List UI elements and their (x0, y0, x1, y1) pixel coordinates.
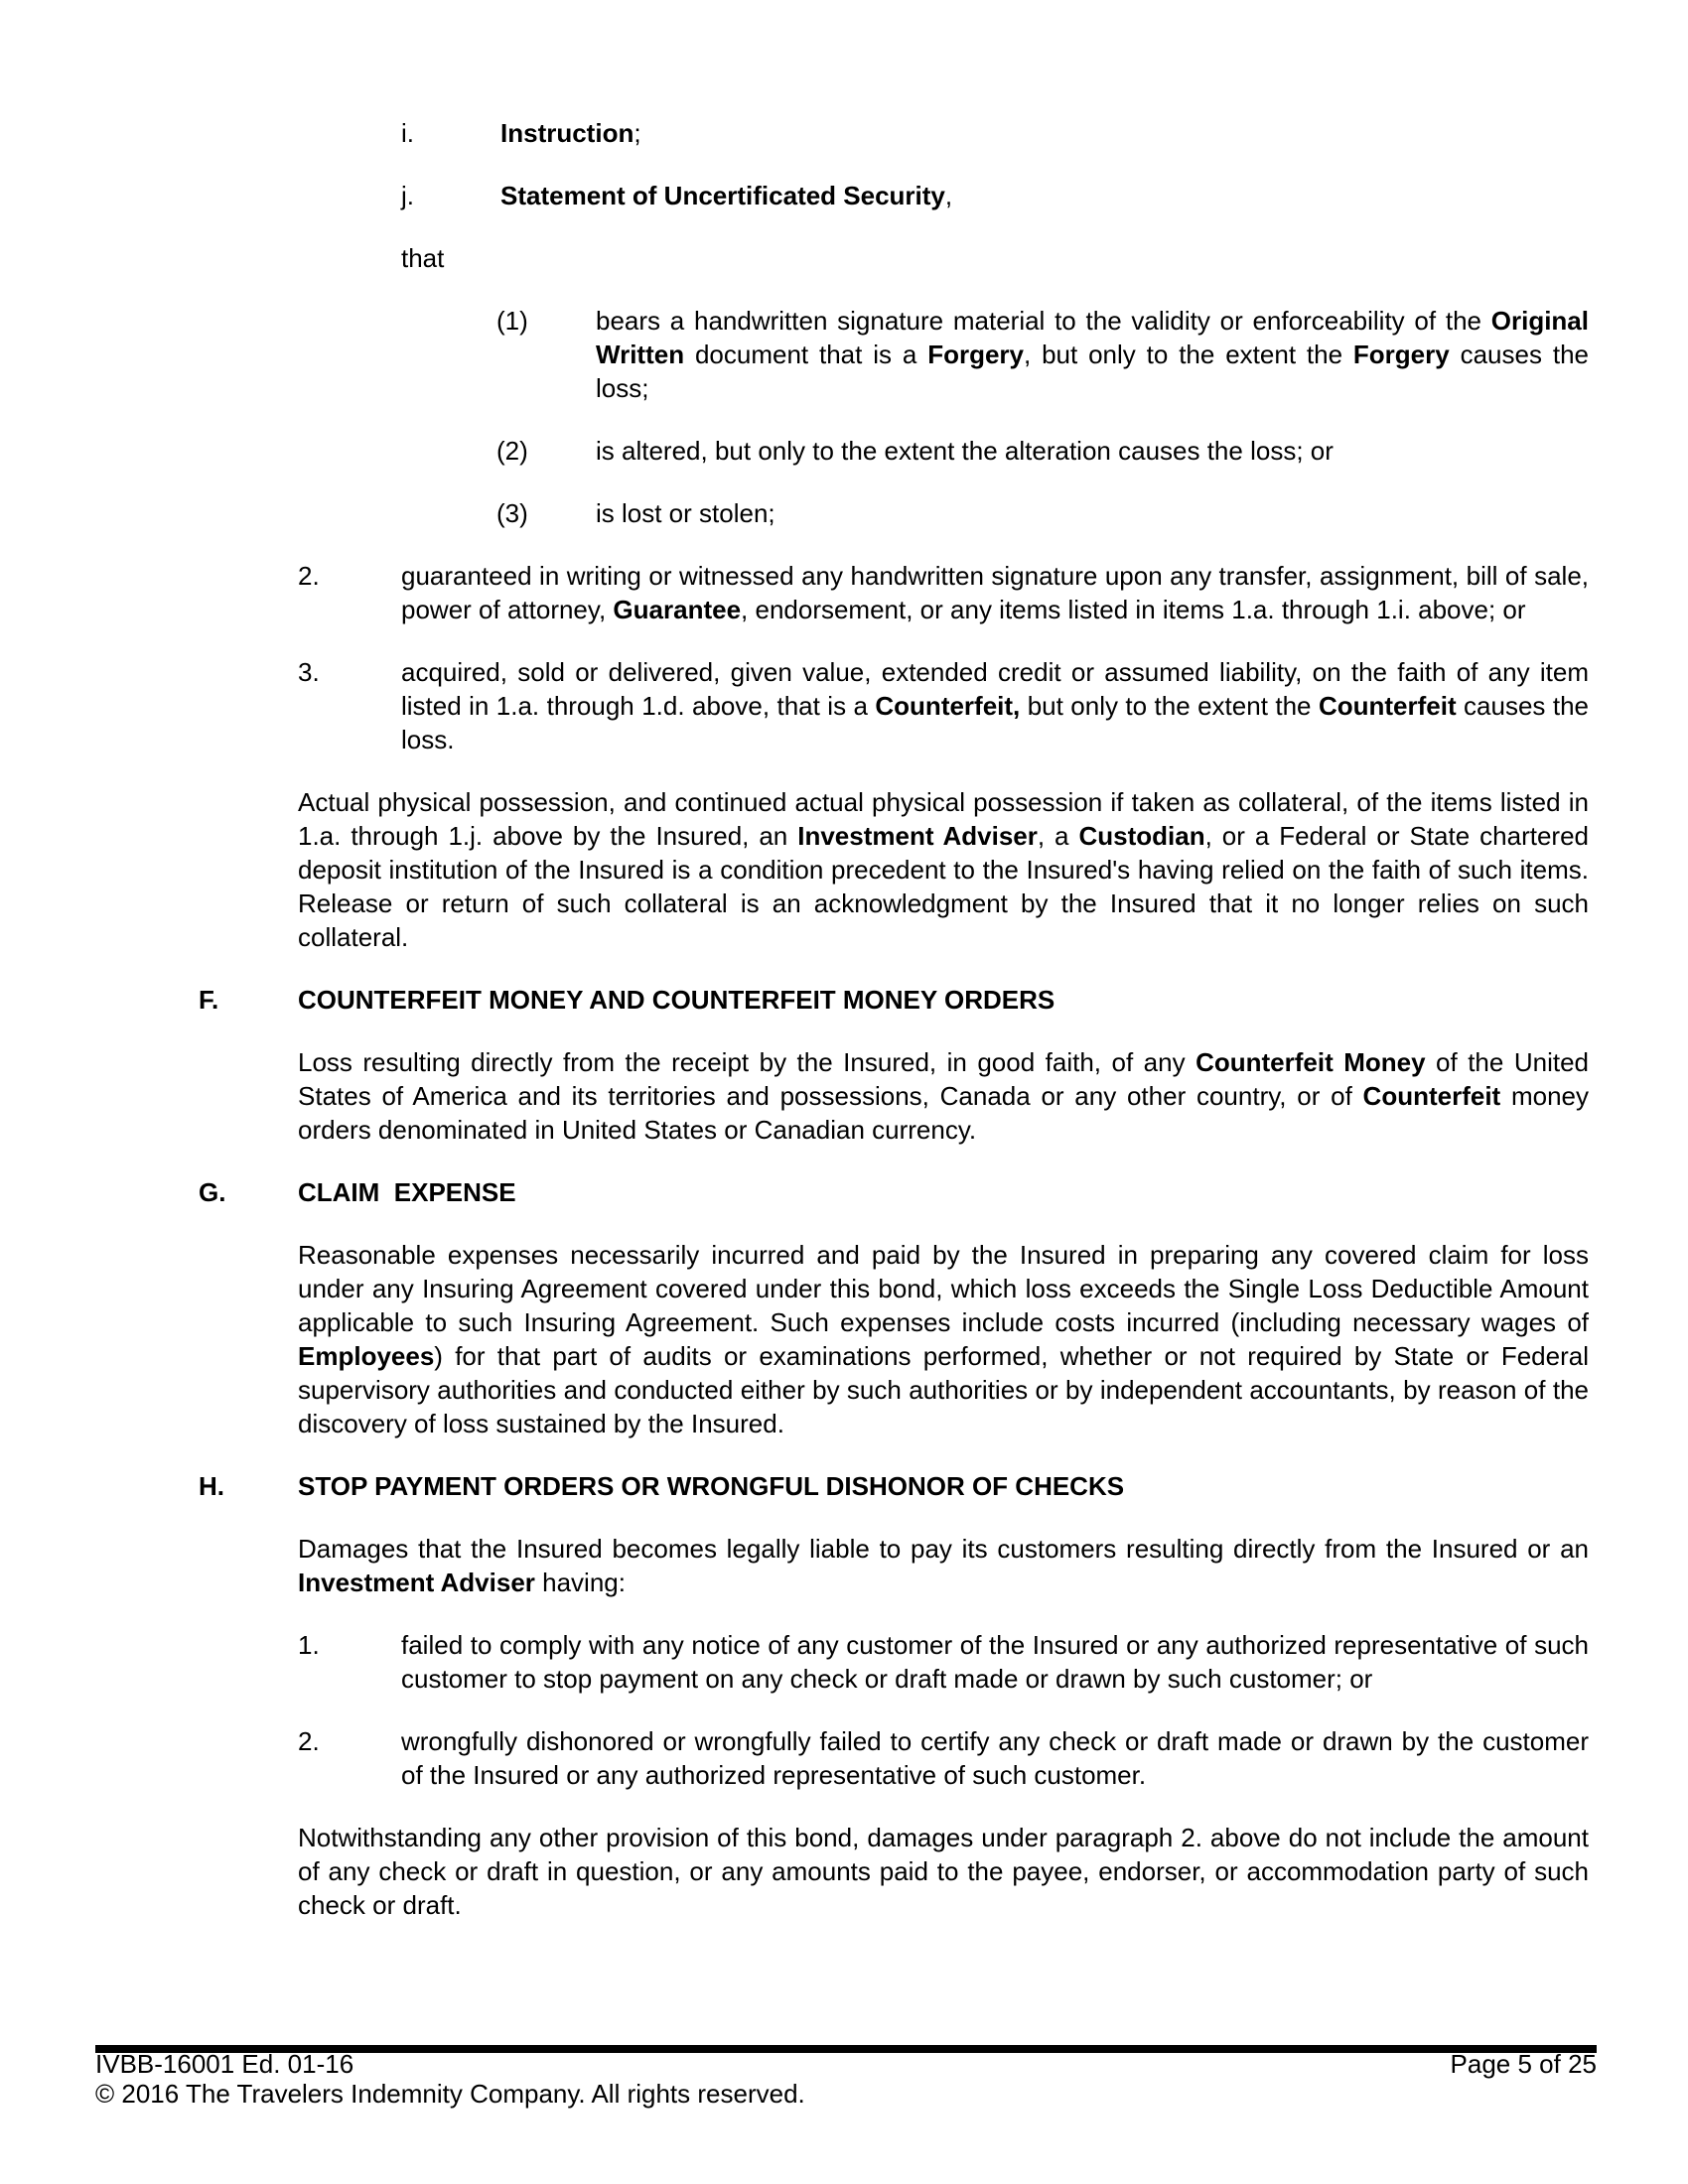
list-item (0, 116, 1589, 150)
text-run: Employees (298, 1341, 435, 1371)
list-marker: (1) (496, 306, 528, 336)
list-marker: 1. (298, 1630, 320, 1660)
list-item (0, 496, 1589, 530)
text-run: , (944, 181, 953, 210)
text-run: Guarantee (613, 595, 742, 624)
text-run: Counterfeit, (875, 691, 1021, 721)
text-run: that (401, 243, 445, 273)
text-run: ; (633, 118, 641, 148)
text-run: Instruction (500, 118, 634, 148)
section-letter: H. (199, 1471, 224, 1501)
text-run: , a (1037, 821, 1079, 851)
list-marker: 2. (298, 1726, 320, 1756)
text-run: Investment Adviser (797, 821, 1038, 851)
text-run: Notwithstanding any other provision of this bond, damages under paragraph 2. above do not include the amount of any check or draft in question, or any amounts paid to the payee, endorser, or accommodation party of such check or draft. (298, 1823, 1589, 1920)
section-letter: F. (199, 985, 219, 1015)
text-run: Reasonable expenses necessarily incurred and paid by the Insured in preparing any covered claim for loss under any Insuring Agreement covered under this bond, which loss exceeds the Single Loss Deductible Amount applicable to such Insuring Agreement. Such expenses include costs incurred (including necessary wages of (298, 1240, 1589, 1337)
paragraph (0, 785, 1589, 954)
text-run: bears a handwritten signature material to the validity or enforceability of the (596, 306, 1491, 336)
text-run: of the United States of America and its territories and possessions, Canada or any other country, or of (298, 1047, 1589, 1111)
text-run: causes the loss. (401, 691, 1589, 754)
list-item (0, 179, 1589, 212)
text-run: causes the loss; (596, 340, 1589, 403)
list-item (0, 304, 1589, 405)
text-run: Damages that the Insured becomes legally liable to pay its customers resulting directly from the Insured or an (298, 1534, 1589, 1564)
text-run: Forgery (927, 340, 1024, 369)
document-content (0, 116, 1589, 1951)
text-run: Investment Adviser (298, 1568, 535, 1597)
paragraph (0, 1532, 1589, 1599)
section-heading (0, 1469, 1589, 1503)
list-marker: 2. (298, 561, 320, 591)
list-marker: (3) (496, 498, 528, 528)
paragraph (0, 1821, 1589, 1922)
text-run: COUNTERFEIT MONEY AND COUNTERFEIT MONEY ORDERS (298, 985, 1055, 1015)
paragraph (0, 1045, 1589, 1147)
text-run: is altered, but only to the extent the alteration causes the loss; or (596, 436, 1334, 466)
footer-doc-id: IVBB-16001 Ed. 01-16 (95, 2049, 354, 2079)
list-item (0, 1628, 1589, 1696)
text-run: Forgery (1352, 340, 1450, 369)
text-run: having: (534, 1568, 626, 1597)
text-run: Actual physical possession, and continued actual physical possession if taken as collateral, of the items listed in 1.a. through 1.j. above by the Insured, an (298, 787, 1589, 851)
text-run: CLAIM EXPENSE (298, 1177, 516, 1207)
list-item (0, 1724, 1589, 1792)
text-run: Counterfeit (1318, 691, 1457, 721)
list-marker: j. (401, 181, 414, 210)
text-run: Counterfeit (1362, 1081, 1501, 1111)
text-run: acquired, sold or delivered, given value, extended credit or assumed liability, on the faith of any item listed in 1.a. through 1.d. above, that is a (401, 657, 1589, 721)
section-heading (0, 983, 1589, 1017)
footer-copyright: © 2016 The Travelers Indemnity Company. All rights reserved. (95, 2079, 805, 2109)
text-run: , or a Federal or State chartered deposit institution of the Insured is a condition precedent to the Insured's having relied on the faith of such items. Release or return of such collateral is an acknowledgment by the Insured that it no longer relies on such collateral. (298, 821, 1589, 952)
list-item (0, 559, 1589, 626)
footer-page-number: Page 5 of 25 (1450, 2049, 1597, 2079)
list-marker: 3. (298, 657, 320, 687)
paragraph (0, 1238, 1589, 1440)
text-run: money orders denominated in United States or Canadian currency. (298, 1081, 1589, 1145)
text-run: , but only to the extent the (1024, 340, 1353, 369)
text-run: STOP PAYMENT ORDERS OR WRONGFUL DISHONOR OF CHECKS (298, 1471, 1125, 1501)
text-run: , endorsement, or any items listed in items 1.a. through 1.i. above; or (741, 595, 1526, 624)
text-run: is lost or stolen; (596, 498, 775, 528)
text-run: Loss resulting directly from the receipt by the Insured, in good faith, of any (298, 1047, 1196, 1077)
text-run: guaranteed in writing or witnessed any handwritten signature upon any transfer, assignment, bill of sale, power of attorney, (401, 561, 1589, 624)
section-heading (0, 1175, 1589, 1209)
list-marker: (2) (496, 436, 528, 466)
section-letter: G. (199, 1177, 226, 1207)
text-run: Statement of Uncertificated Security (500, 181, 945, 210)
list-item (0, 655, 1589, 756)
text-run: Counterfeit Money (1196, 1047, 1426, 1077)
list-marker: i. (401, 118, 414, 148)
list-item (0, 434, 1589, 468)
text-run: wrongfully dishonored or wrongfully failed to certify any check or draft made or drawn by the customer of the Insured or any authorized representative of such customer. (401, 1726, 1589, 1790)
paragraph (0, 241, 1589, 275)
page-footer (95, 2049, 1597, 2109)
text-run: Original Written (596, 306, 1589, 369)
text-run: but only to the extent the (1020, 691, 1319, 721)
text-run: Custodian (1078, 821, 1205, 851)
text-run: failed to comply with any notice of any customer of the Insured or any authorized representative of such customer to stop payment on any check or draft made or drawn by such customer; or (401, 1630, 1589, 1694)
text-run: ) for that part of audits or examinations performed, whether or not required by State or Federal supervisory authorities and conducted either by such authorities or by independent accountants, by reason of the discovery of loss sustained by the Insured. (298, 1341, 1589, 1438)
text-run: document that is a (684, 340, 928, 369)
